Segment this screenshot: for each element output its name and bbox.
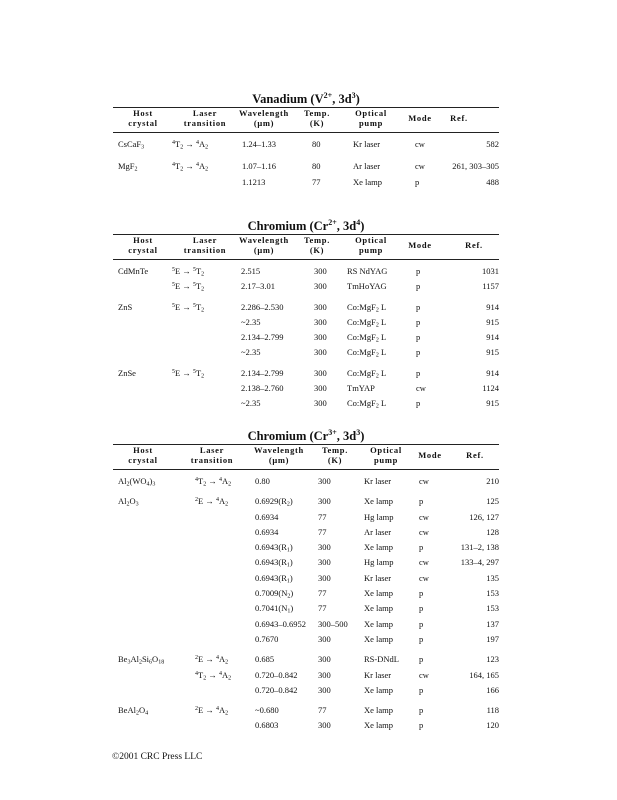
cell-ref: 1031 (482, 266, 499, 276)
cell-ref: 126, 127 (469, 511, 499, 522)
cell-pump: Xe lamp (364, 633, 394, 644)
cell-wl: 2.138–2.760 (241, 383, 284, 394)
cell-mode: p (419, 542, 424, 553)
table-row (113, 264, 499, 279)
cell-pump: TmYAP (347, 383, 375, 394)
table-title: Vanadium ($V^{2+}$, $3d^3$) (252, 90, 360, 106)
table-row (113, 279, 499, 294)
cell-wl: $0.6943(R_1)$ (255, 557, 293, 569)
cell-wl: 2.134–2.799 (241, 332, 284, 343)
cell-mode: cw (419, 557, 429, 568)
table-vanadium (113, 92, 499, 190)
cell-temp: 300 (314, 316, 327, 327)
cell-mode: cw (416, 383, 426, 394)
table-row (113, 137, 499, 152)
cell-pump: Xe lamp (364, 542, 394, 553)
cell-pump: Ar laser (353, 161, 381, 172)
cell-pump: Co:MgF$_2$ L (347, 316, 387, 329)
cell-temp: 300–500 (318, 618, 348, 629)
table-row (113, 683, 499, 698)
rule-header (113, 132, 499, 133)
cell-temp: 300 (314, 367, 327, 378)
cell-temp: 77 (318, 603, 327, 614)
cell-host: CsCaF$_3$ (118, 139, 145, 151)
cell-ref: 153 (486, 603, 499, 614)
cell-ref: 914 (486, 332, 499, 343)
cell-temp: 300 (318, 654, 331, 665)
cell-ref: 915 (486, 398, 499, 409)
cell-pump: Xe lamp (364, 618, 394, 629)
cell-mode: p (419, 633, 424, 644)
cell-host: $Be_3Al_2Si_6O_{18}$ (118, 654, 165, 666)
table-row (113, 540, 499, 555)
cell-ref: 133–4, 297 (460, 557, 499, 568)
column-header: Host crystal (128, 445, 158, 465)
table-row (113, 315, 499, 330)
cell-mode: p (419, 705, 424, 716)
cell-mode: p (416, 266, 421, 276)
cell-pump: Xe lamp (353, 176, 383, 187)
column-headers (113, 108, 499, 132)
cell-temp: 77 (318, 511, 327, 522)
cell-pump: Ar laser (364, 526, 392, 537)
table-row (113, 494, 499, 509)
cell-ref: 488 (486, 176, 499, 187)
cell-mode: p (419, 496, 424, 507)
cell-trans: $^5E \to ^5T_2$ (172, 281, 205, 293)
column-header: Mode (408, 113, 432, 123)
cell-temp: 300 (318, 476, 331, 486)
cell-wl: 1.1213 (242, 176, 266, 187)
cell-temp: 300 (314, 332, 327, 343)
cell-wl: 0.80 (255, 476, 270, 486)
cell-temp: 300 (314, 383, 327, 394)
cell-trans: $^4T_2 \to ^4A_2$ (195, 669, 232, 682)
cell-temp: 77 (318, 588, 327, 599)
cell-wl: 0.6934 (255, 526, 279, 537)
cell-temp: 300 (314, 266, 327, 276)
cell-mode: p (419, 654, 424, 665)
cell-ref: 164, 165 (469, 669, 499, 680)
cell-wl: 2.17–3.01 (241, 281, 275, 292)
cell-wl: 0.720–0.842 (255, 669, 298, 680)
cell-trans: $^5E \to ^5T_2$ (172, 367, 205, 380)
cell-pump: Co:MgF$_2$ L (347, 398, 387, 410)
cell-pump: Co:MgF$_2$ L (347, 332, 387, 344)
cell-wl: 0.685 (255, 654, 275, 665)
cell-mode: cw (415, 139, 425, 149)
cell-wl: $0.7041(N_1)$ (255, 603, 294, 615)
cell-mode: p (419, 684, 424, 695)
column-header: Wavelength (μm) (239, 235, 289, 255)
cell-temp: 77 (318, 526, 327, 537)
cell-trans: $^4T_2 \to ^4A_2$ (172, 139, 209, 151)
cell-trans: $^5E \to ^5T_2$ (172, 301, 205, 314)
column-header: Temp. (K) (303, 108, 331, 128)
cell-wl: 0.6943–0.6952 (255, 618, 306, 629)
cell-mode: p (416, 347, 421, 358)
cell-temp: 77 (312, 176, 321, 187)
cell-wl: ~2.35 (241, 316, 261, 327)
table-row (113, 381, 499, 396)
cell-ref: 135 (486, 572, 499, 583)
cell-ref: 153 (486, 588, 499, 599)
cell-temp: 300 (318, 496, 331, 507)
copyright-footer: ©2001 CRC Press LLC (112, 752, 203, 762)
column-header: Wavelength (μm) (254, 445, 304, 465)
column-header: Host crystal (128, 108, 158, 128)
cell-wl: $0.6943(R_1)$ (255, 572, 293, 585)
cell-pump: Xe lamp (364, 588, 394, 599)
table-chromium-3 (113, 429, 499, 734)
cell-wl: ~0.680 (255, 705, 279, 716)
column-headers (113, 445, 499, 469)
table-title: Chromium ($Cr^{3+}$, $3d^3$) (247, 427, 365, 443)
cell-pump: TmHoYAG (347, 281, 387, 292)
cell-host: $Al_2O_3$ (118, 496, 139, 508)
cell-wl: ~2.35 (241, 347, 261, 358)
cell-mode: cw (419, 572, 429, 583)
column-header: Mode (408, 240, 432, 250)
cell-wl: 1.07–1.16 (242, 161, 276, 172)
cell-wl: 0.720–0.842 (255, 684, 298, 695)
cell-ref: 128 (486, 526, 499, 537)
table-chromium-2 (113, 219, 499, 412)
cell-mode: p (419, 720, 424, 731)
cell-ref: 123 (486, 654, 499, 665)
table-row (113, 474, 499, 489)
cell-ref: 1157 (482, 281, 499, 292)
cell-temp: 300 (318, 633, 331, 644)
cell-ref: 1124 (482, 383, 499, 394)
cell-pump: Hg lamp (364, 557, 394, 568)
cell-pump: Co:MgF$_2$ L (347, 301, 387, 314)
table-row (113, 396, 499, 411)
cell-mode: p (416, 281, 421, 292)
cell-ref: 137 (486, 618, 499, 629)
cell-ref: 197 (486, 633, 499, 644)
cell-pump: Xe lamp (364, 720, 394, 731)
cell-temp: 300 (314, 281, 327, 292)
cell-mode: p (419, 603, 424, 614)
cell-wl: $0.7009(N_2)$ (255, 588, 294, 600)
cell-wl: 2.134–2.799 (241, 367, 284, 378)
cell-temp: 300 (318, 542, 331, 553)
cell-pump: Kr laser (364, 476, 392, 486)
column-header: Optical pump (355, 235, 387, 255)
cell-trans: $^2E \to ^4A_2$ (195, 705, 229, 717)
cell-host: ZnS (118, 301, 133, 312)
cell-ref: 210 (486, 476, 499, 486)
cell-temp: 300 (318, 557, 331, 568)
cell-trans: $^4T_2 \to ^4A_2$ (172, 161, 209, 173)
column-header: Mode (418, 450, 442, 460)
cell-ref: 118 (486, 705, 499, 716)
cell-wl: $0.6943(R_1)$ (255, 542, 293, 554)
cell-pump: RS NdYAG (347, 266, 388, 276)
cell-temp: 300 (318, 684, 331, 695)
cell-temp: 300 (314, 301, 327, 312)
table-row (113, 703, 499, 718)
cell-mode: cw (419, 511, 429, 522)
cell-wl: ~2.35 (241, 398, 261, 409)
cell-host: $Al_2(WO_4)_3$ (118, 476, 156, 488)
cell-mode: cw (419, 476, 429, 486)
cell-ref: 166 (486, 684, 499, 695)
cell-mode: p (416, 332, 421, 343)
cell-mode: p (419, 618, 424, 629)
table-row (113, 555, 499, 570)
table-row (113, 617, 499, 632)
cell-pump: RS-DNdL (364, 654, 399, 665)
table-row (113, 632, 499, 647)
column-header: Host crystal (128, 235, 158, 255)
cell-ref: 915 (486, 316, 499, 327)
column-header: Ref. (466, 450, 484, 460)
table-row (113, 300, 499, 315)
cell-temp: 300 (314, 347, 327, 358)
cell-temp: 300 (318, 720, 331, 731)
table-row (113, 718, 499, 733)
table-row (113, 330, 499, 345)
cell-ref: 582 (486, 139, 499, 149)
cell-mode: cw (419, 526, 429, 537)
table-row (113, 586, 499, 601)
cell-temp: 80 (312, 139, 321, 149)
cell-pump: Xe lamp (364, 684, 394, 695)
cell-pump: Kr laser (364, 572, 392, 583)
cell-pump: Kr laser (353, 139, 381, 149)
column-header: Optical pump (370, 445, 402, 465)
cell-ref: 120 (486, 720, 499, 731)
cell-trans: $^2E \to ^4A_2$ (195, 654, 229, 666)
table-row (113, 159, 499, 174)
cell-pump: Co:MgF$_2$ L (347, 367, 387, 380)
cell-host: $BeAl_2O_4$ (118, 705, 149, 717)
cell-trans: $^5E \to ^5T_2$ (172, 266, 205, 278)
table-row (113, 668, 499, 683)
column-headers (113, 235, 499, 259)
rule-header (113, 259, 499, 260)
row-gap (113, 152, 499, 159)
cell-ref: 131–2, 138 (460, 542, 499, 553)
cell-wl: $0.6929(R_2)$ (255, 496, 293, 508)
cell-trans: $^4T_2 \to ^4A_2$ (195, 476, 232, 488)
table-row (113, 652, 499, 667)
column-header: Laser transition (190, 445, 234, 465)
table-row (113, 175, 499, 190)
table-row (113, 571, 499, 586)
cell-wl: 1.24–1.33 (242, 139, 276, 149)
cell-pump: Xe lamp (364, 603, 394, 614)
column-header: Ref. (465, 240, 483, 250)
table-row (113, 510, 499, 525)
column-header: Laser transition (183, 235, 227, 255)
cell-mode: p (416, 398, 421, 409)
cell-ref: 125 (486, 496, 499, 507)
cell-ref: 914 (486, 367, 499, 378)
table-row (113, 345, 499, 360)
cell-wl: 2.515 (241, 266, 261, 276)
table-row (113, 525, 499, 540)
cell-mode: p (415, 176, 420, 187)
cell-mode: p (419, 588, 424, 599)
cell-pump: Kr laser (364, 669, 392, 680)
cell-pump: Hg lamp (364, 511, 394, 522)
cell-host: CdMnTe (118, 266, 149, 276)
cell-ref: 261, 303–305 (452, 161, 499, 172)
column-header: Wavelength (μm) (239, 108, 289, 128)
cell-temp: 300 (318, 669, 331, 680)
cell-mode: p (416, 316, 421, 327)
cell-pump: Xe lamp (364, 496, 394, 507)
table-title: Chromium ($Cr^{2+}$, $3d^4$) (247, 217, 365, 233)
cell-temp: 300 (318, 572, 331, 583)
cell-mode: p (416, 301, 421, 312)
cell-ref: 915 (486, 347, 499, 358)
cell-ref: 914 (486, 301, 499, 312)
column-header: Ref. (450, 113, 468, 123)
cell-mode: cw (419, 669, 429, 680)
table-row (113, 366, 499, 381)
table-row (113, 601, 499, 616)
cell-wl: 0.6934 (255, 511, 279, 522)
cell-pump: Co:MgF$_2$ L (347, 347, 387, 359)
cell-temp: 300 (314, 398, 327, 409)
cell-host: MgF$_2$ (118, 161, 138, 173)
column-header: Temp. (K) (303, 235, 331, 255)
cell-wl: 0.6803 (255, 720, 279, 731)
column-header: Optical pump (355, 108, 387, 128)
rule-header (113, 469, 499, 470)
cell-mode: cw (415, 161, 425, 172)
cell-temp: 80 (312, 161, 321, 172)
cell-host: ZnSe (118, 367, 136, 378)
cell-mode: p (416, 367, 421, 378)
cell-temp: 77 (318, 705, 327, 716)
cell-trans: $^2E \to ^4A_2$ (195, 496, 229, 508)
column-header: Laser transition (183, 108, 227, 128)
cell-pump: Xe lamp (364, 705, 394, 716)
cell-wl: 0.7670 (255, 633, 279, 644)
cell-wl: 2.286–2.530 (241, 301, 284, 312)
column-header: Temp. (K) (321, 445, 349, 465)
